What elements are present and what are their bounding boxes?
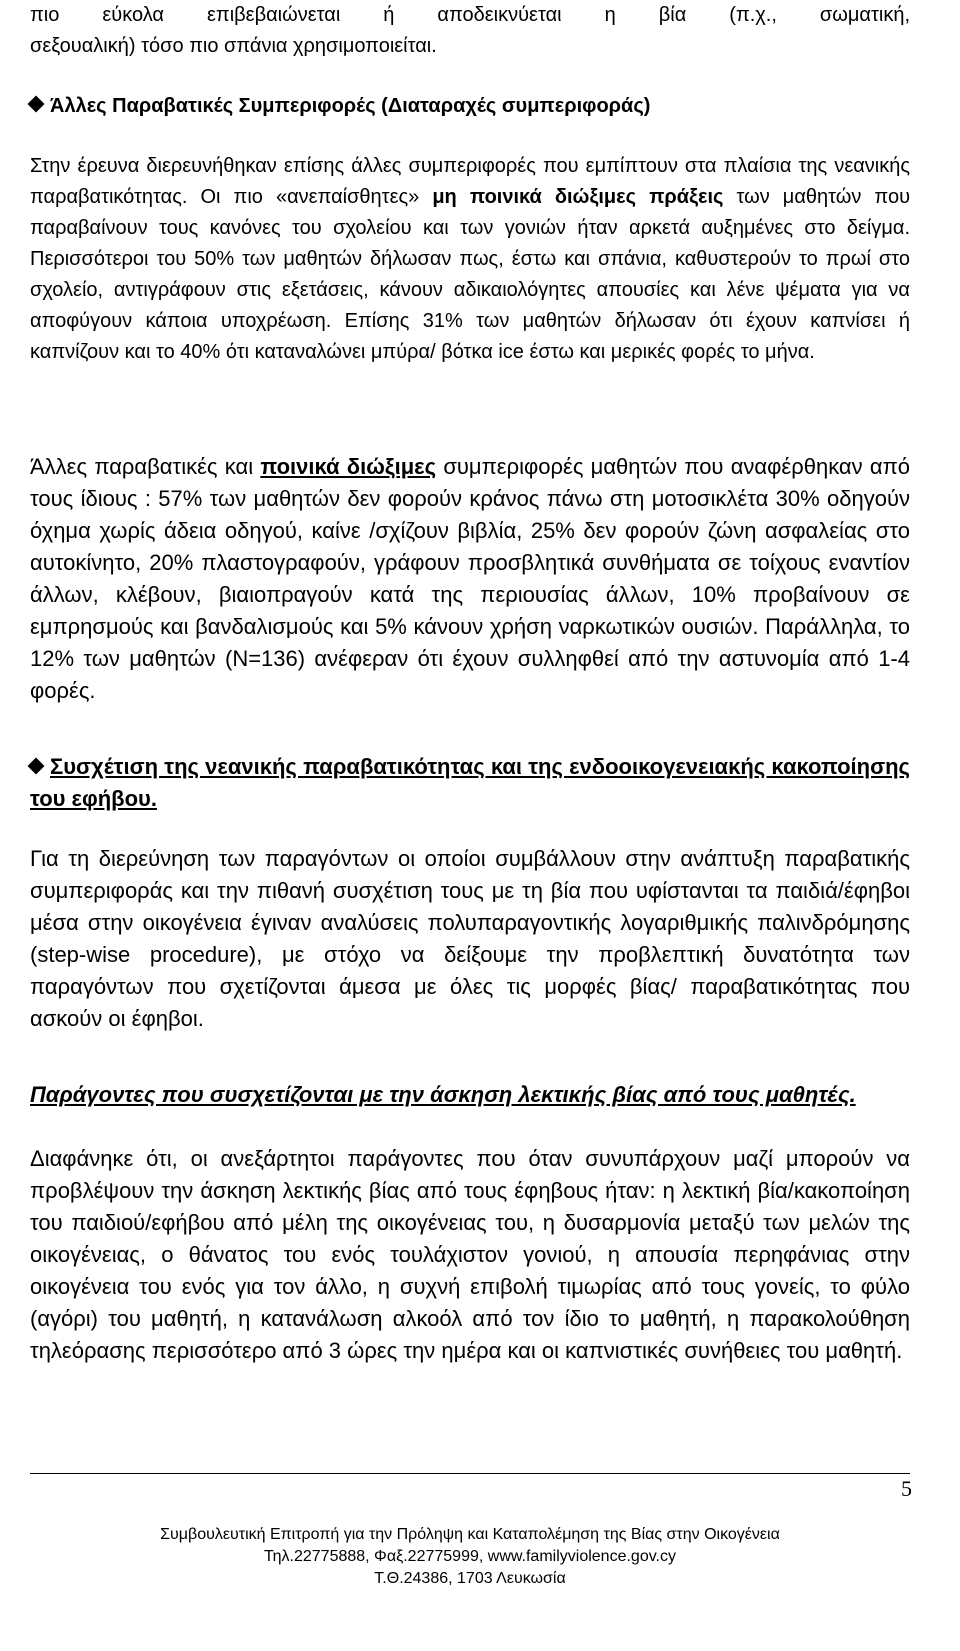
text-run: Διαφάνηκε ότι, οι ανεξάρτητοι παράγοντες που όταν συνυπάρχουν μαζί μπορούν να προβλέψουν την άσκηση λεκτικής βίας από τους έφηβους ήταν: η λεκτική βία/κακοποίηση του παιδιού/εφήβου από μέλη της οικογένειας του, η δυσαρμονία μεταξύ των μελών της οικογένειας, ο θάνατος του ενός τουλάχιστον γονιού, η απουσία περηφάνιας στην οικογένεια του ενός για τον άλλο, η συχνή επιβολή τιμωρίας από τους γονείς, το φύλο (αγόρι) του μαθητή, η κατανάλωση αλκοόλ από τον ίδιο το μαθητή, η παρακολούθηση τηλεόρασης περισσότερο από 3 ώρες την ημέρα και οι καπνιστικές συνήθειες του μαθητή. (30, 1146, 910, 1363)
text-line: σεξουαλική) τόσο πιο σπάνια χρησιμοποιείται. (30, 35, 437, 57)
paragraph-continuation (30, 0, 910, 62)
subheading-text: Παράγοντες που συσχετίζονται με την άσκηση λεκτικής βίας από τους μαθητές. (30, 1082, 856, 1107)
text-line: πιο εύκολα επιβεβαιώνεται ή αποδεικνύεται η βία (π.χ., σωματική, (30, 4, 910, 26)
heading-text: Συσχέτιση της νεανικής παραβατικότητας και της ενδοοικογενειακής κακοποίησης του εφήβου. (30, 754, 910, 811)
text-run: συμπεριφορές μαθητών που αναφέρθηκαν από τους ίδιους : 57% των μαθητών δεν φορούν κράνος πάνω στη μοτοσικλέτα 30% οδηγούν όχημα χωρίς άδεια οδηγού, καίνε /σχίζουν βιβλία, 25% δεν φορούν ζώνη ασφαλείας στο αυτοκίνητο, 20% πλαστογραφούν, γράφουν προσβλητικά συνθήματα σε τοίχους εναντίον άλλων, κλέβουν, βιαιοπραγούν κατά της περιουσίας άλλων, 10% προβαίνουν σε εμπρησμούς και βανδαλισμούς και 5% κάνουν χρήση ναρκωτικών ουσιών. Παράλληλα, το 12% των μαθητών (Ν=136) ανέφεραν ότι έχουν συλληφθεί από την αστυνομία από 1-4 φορές. (30, 454, 911, 703)
footer-divider (30, 1473, 910, 1474)
section-heading-other-behaviours (30, 91, 910, 122)
text-run: Στην έρευνα διερευνήθηκαν επίσης άλλες συμπεριφορές που εμπίπτουν στα πλαίσια της νεανικής παραβατικότητας. Οι πιο «ανεπαίσθητες» (30, 155, 910, 208)
bold-underlined-term: ποινικά διώξιμες (260, 454, 437, 479)
paragraph-non-criminal-acts (30, 151, 910, 368)
subheading-verbal-violence (30, 1079, 910, 1111)
text-run: Άλλες παραβατικές και (30, 454, 261, 479)
paragraph-methodology (30, 843, 910, 1035)
text-run: των μαθητών που παραβαίνουν τους κανόνες του σχολείου και των γονιών ήταν αρκετά αυξημένες στο δείγμα. Περισσότεροι του 50% των μαθητών δήλωσαν πως, έστω και σπάνια, καθυστερούν το πρωί στο σχολείο, αντιγράφουν στις εξετάσεις, κάνουν αδικαιολόγητες απουσίες και λένε ψέματα για να αποφύγουν κάποια υποχρέωση. Επίσης 31% των μαθητών δήλωσαν ότι έχουν καπνίσει ή καπνίζουν και το 40% ότι καταναλώνει μπύρα/ βότκα ice έστω και μερικές φορές το μήνα. (30, 186, 911, 363)
footer-contact: Τηλ.22775888, Φαξ.22775999, www.familyviolence.gov.cy (264, 1548, 676, 1565)
diamond-bullet-icon (28, 758, 45, 775)
section-heading-correlation (30, 751, 910, 815)
paragraph-criminal-acts (30, 451, 910, 707)
diamond-bullet-icon (28, 96, 45, 113)
page-number: 5 (901, 1476, 912, 1501)
text-run: Για τη διερεύνηση των παραγόντων οι οποίοι συμβάλλουν στην ανάπτυξη παραβατικής συμπεριφοράς και την πιθανή συσχέτιση τους με τη βία που υφίστανται τα παιδιά/έφηβοι μέσα στην οικογένεια έγιναν αναλύσεις πολυπαραγοντικής λογαριθμικής παλινδρόμησης (step-wise procedure), με στόχο να δείξουμε την προβλεπτική δυνατότητα των παραγόντων που σχετίζονται άμεσα με όλες τις μορφές βίας/ παραβατικότητας που ασκούν οι έφηβοι. (30, 846, 910, 1031)
footer-organization: Συμβουλευτική Επιτροπή για την Πρόληψη και Καταπολέμηση της Βίας στην Οικογένεια (160, 1526, 780, 1543)
footer-address: Τ.Θ.24386, 1703 Λευκωσία (374, 1570, 566, 1587)
heading-text: Άλλες Παραβατικές Συμπεριφορές (Διαταραχές συμπεριφοράς) (50, 95, 651, 117)
bold-term: μη ποινικά διώξιμες πράξεις (432, 186, 724, 208)
paragraph-verbal-violence-factors (30, 1143, 910, 1367)
